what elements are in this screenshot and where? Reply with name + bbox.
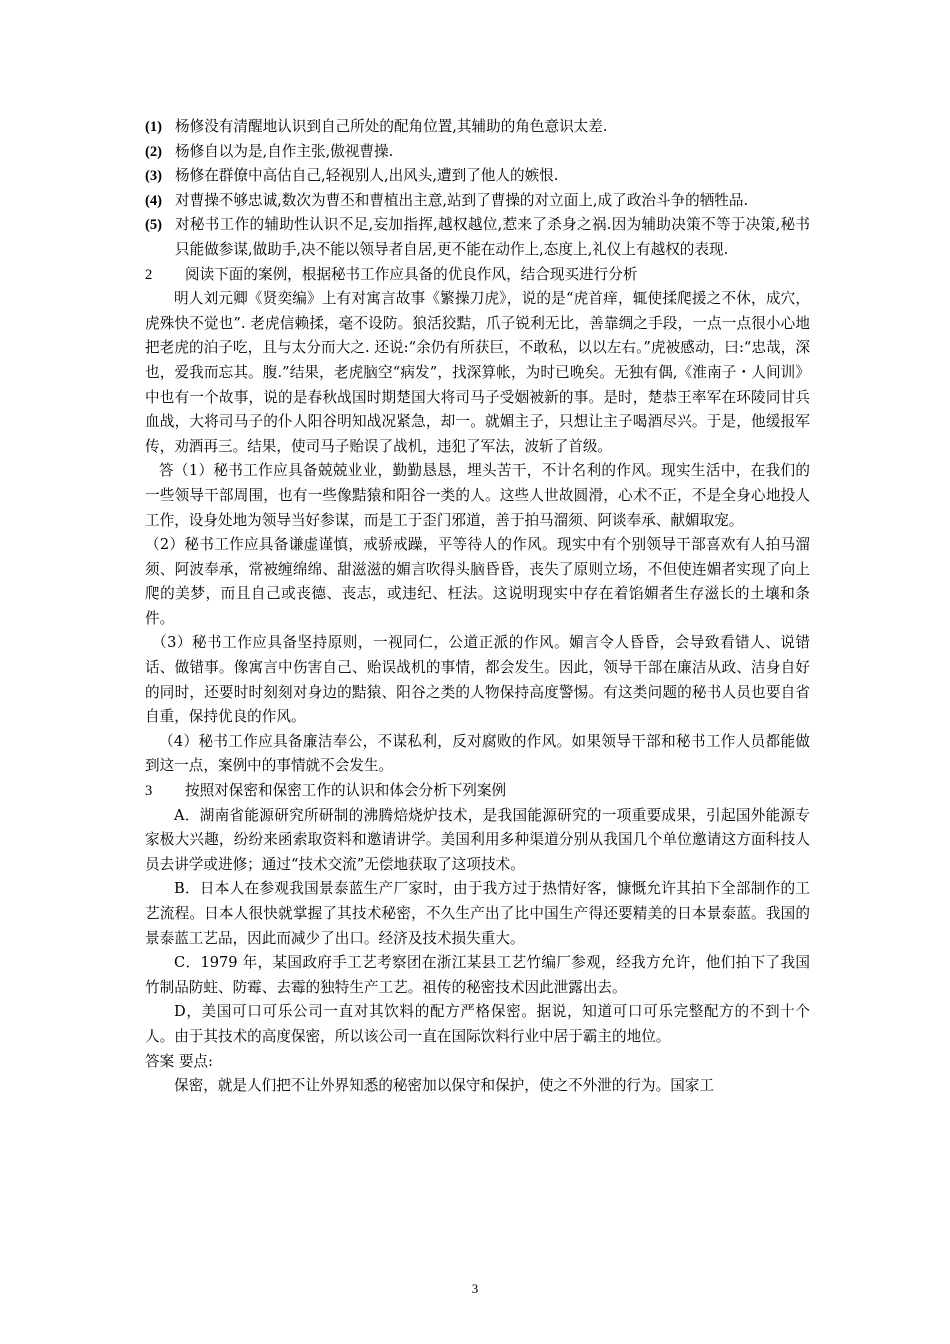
answer-paragraph: 保密，就是人们把不让外界知悉的秘密加以保守和保护，使之不外泄的行为。国家工 [174, 1077, 714, 1095]
answer-paragraph-1: 答（1）秘书工作应具备兢兢业业，勤勤恳恳，埋头苦干，不计名利的作风。现实生活中，在我们的一些领导干部周围，也有一些像黠猿和阳谷一类的人。这些人世故圆滑，心术不正，不是全身心地投人工作，设身处地为领导当好参谋，而是工于歪门邪道，善于拍马溜须、阿谈奉承、献媚取宠。 [145, 462, 810, 529]
item-text: 对秘书工作的辅助性认识不足,妄加指挥,越权越位,惹来了杀身之祸.因为辅助决策不等于决策,秘书只能做参谋,做助手,决不能以领导者自居,更不能在动作上,态度上,礼仪上有越权的表现. [175, 216, 810, 258]
list-item [145, 115, 810, 140]
answer-paragraph-3: （3）秘书工作应具备坚持原则，一视同仁，公道正派的作风。媚言令人昏昏，会导致看错人、说错话、做错事。像寓言中伤害自己、贻误战机的事情，都会发生。因此，领导干部在廉洁从政、洁身自好的同时，还要时时刻刻对身边的黠猿、阳谷之类的人物保持高度警惕。有这类问题的秘书人员也要自省自重，保持优良的作风。 [145, 634, 810, 726]
item-text: 杨修没有清醒地认识到自己所处的配角位置,其辅助的角色意识太差. [175, 118, 608, 135]
item-text: 杨修自以为是,自作主张,傲视曹操. [175, 142, 394, 160]
answer-paragraph-4: （4）秘书工作应具备廉洁奉公，不谋私利，反对腐败的作风。如果领导干部和秘书工作人员都能做到这一点，案例中的事情就不会发生。 [145, 732, 810, 775]
item-number: (4) [145, 192, 163, 209]
question-number: 3 [145, 783, 153, 800]
list-item [145, 140, 810, 165]
question-title: 按照对保密和保密工作的认识和体会分析下列案例 [185, 782, 507, 800]
answer-paragraph-2: （2）秘书工作应具备谦虚谨慎，戒骄戒躁，平等待人的作风。现实中有个别领导干部喜欢有人拍马溜须、阿波奉承，常被缠绵绵、甜滋滋的媚言吹得头脑昏昏，丧失了原则立场，不但使连媚者实现了向上爬的美梦，而且自己或丧德、丧志，或违纪、枉法。这说明现实中存在着馅媚者生存滋长的土壤和条件。 [145, 536, 810, 627]
answer-label: 答案 要点: [145, 1052, 213, 1070]
item-text: 杨修在群僚中高估自己,轻视别人,出风头,遭到了他人的嫉恨. [175, 167, 559, 185]
case-paragraph: 明人刘元卿《贤奕编》上有对寓言故事《繁操刀虎》，说的是“虎首痒，辄使揉爬援之不休，成穴，虎殊快不觉也”. 老虎信赖揉，毫不设防。狼活狡黠，爪子锐利无比，善靠绸之手段，一点一点很小心地把老虎的泊子吃，且与太分而大之. 还说:“余仍有所获巨，不敢私，以以左右。”虎被感动，曰:“忠哉，深也，爱我而忘其。腹.”结果，老虎脑空“病发”，找深算帐，为时已晚矣。无独有偶,《淮南子・人间训》中也有一个故事，说的是春秋战国时期楚国大将司马子受姻被新的事。是时，楚恭王率军在环陵同甘兵血战，大将司马子的仆人阳谷明知战况紧急，却一。就媚主子，只想让主子喝酒尽兴。于是，他缓报军传，劝酒再三。结果，使司马子贻误了战机，违犯了军法，波斩了首级。 [145, 290, 810, 455]
item-number: (1) [145, 119, 163, 135]
case-a-paragraph: A．湖南省能源研究所研制的沸腾焙烧炉技术，是我国能源研究的一项重要成果，引起国外能源专家极大兴趣，纷纷来函索取资料和邀请讲学。美国利用多种渠道分别从我国几个单位邀请这方面科技人员去讲学或进修；通过“技术交流”无偿地获取了这项技术。 [145, 806, 810, 873]
question-3-heading [145, 779, 810, 804]
question-2-heading [145, 263, 810, 288]
list-item [145, 213, 810, 262]
case-d-paragraph: D，美国可口可乐公司一直对其饮料的配方严格保密。据说，知道可口可乐完整配方的不到十个人。由于其技术的高度保密，所以该公司一直在国际饮料行业中居于霸主的地位。 [145, 1003, 810, 1045]
case-b-paragraph: B．日本人在参观我国景泰蓝生产厂家时，由于我方过于热情好客，慷慨允许其拍下全部制作的工艺流程。日本人很快就掌握了其技术秘密，不久生产出了比中国生产得还要精美的日本景泰蓝。我国的景泰蓝工艺品，因此而减少了出口。经济及技术损失重大。 [145, 880, 810, 947]
question-title: 阅读下面的案例，根据秘书工作应具备的优良作风，结合现买进行分析 [185, 265, 638, 283]
item-text: 对曹操不够忠诚,数次为曹丕和曹植出主意,站到了曹操的对立面上,成了政治斗争的牺牲品. [175, 191, 749, 209]
item-number: (2) [145, 143, 163, 160]
item-number: (5) [145, 217, 163, 234]
case-c-paragraph: C．1979 年，某国政府手工艺考察团在浙江某县工艺竹编厂参观，经我方允许，他们拍下了我国竹制品防蛀、防霉、去霉的独特生产工艺。祖传的秘密技术因此泄露出去。 [145, 954, 810, 996]
list-item [145, 164, 810, 189]
item-number: (3) [145, 168, 163, 185]
page-content [145, 115, 810, 1099]
page-number: 3 [471, 1281, 479, 1296]
list-item [145, 189, 810, 214]
question-number: 2 [145, 266, 153, 283]
